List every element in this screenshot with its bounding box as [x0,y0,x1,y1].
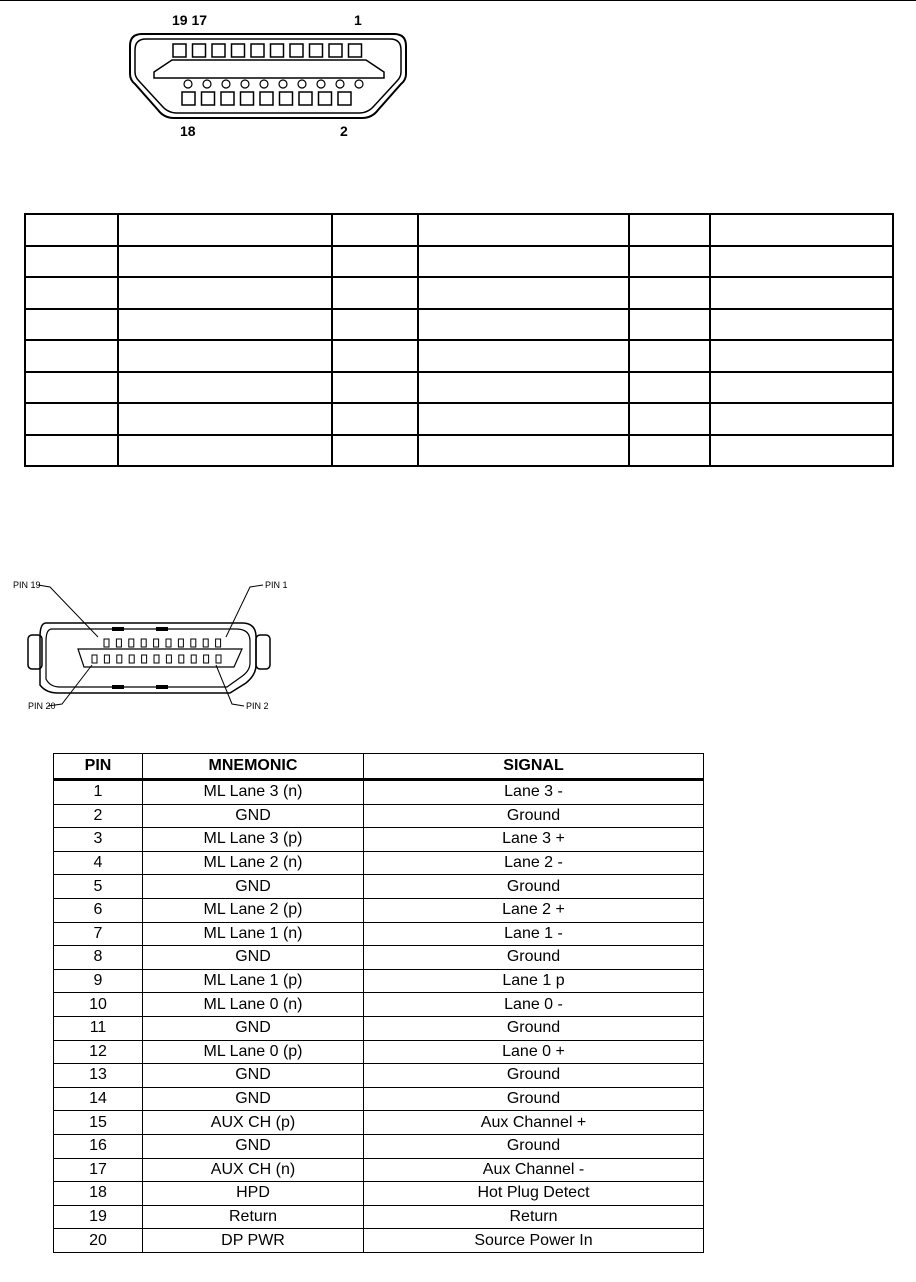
table-cell [629,372,710,404]
cell-signal: Lane 1 p [364,969,704,993]
table-cell [118,214,332,246]
table-cell [710,372,893,404]
table-header-row [54,754,704,780]
hdmi-pin-contact [336,80,344,88]
table-row [25,403,893,435]
table-cell [25,309,118,341]
cell-signal: Lane 0 - [364,993,704,1017]
cell-mnemonic: HPD [143,1182,364,1206]
cell-pin: 5 [54,875,143,899]
table-cell [332,246,418,278]
hdmi-pin-contact [355,80,363,88]
table-cell [629,277,710,309]
table-cell [418,277,629,309]
cell-signal: Lane 3 - [364,780,704,805]
hdmi-pin-top [212,44,225,57]
cell-mnemonic: ML Lane 2 (n) [143,851,364,875]
hdmi-pin-contact [241,80,249,88]
cell-pin: 2 [54,804,143,828]
table-cell [710,214,893,246]
cell-mnemonic: ML Lane 0 (n) [143,993,364,1017]
table-row [54,946,704,970]
hdmi-pin-bottom [260,92,273,105]
table-row [54,898,704,922]
table-row [54,969,704,993]
cell-mnemonic: GND [143,1016,364,1040]
dp-pin-top [104,639,109,647]
cell-mnemonic: GND [143,804,364,828]
table-cell [710,309,893,341]
cell-pin: 7 [54,922,143,946]
hdmi-pin-top [290,44,303,57]
table-cell [629,214,710,246]
cell-mnemonic: Return [143,1205,364,1229]
dp-pin-top [178,639,183,647]
dp-pin-bottom [179,655,184,663]
cell-signal: Source Power In [364,1229,704,1253]
cell-mnemonic: DP PWR [143,1229,364,1253]
cell-mnemonic: ML Lane 3 (n) [143,780,364,805]
hdmi-pin-label-19-17: 19 17 [172,12,208,28]
cell-pin: 16 [54,1134,143,1158]
table-row [54,804,704,828]
table-row [54,1229,704,1253]
dp-pin-top [203,639,208,647]
table-cell [332,435,418,467]
dp-pin-top [141,639,146,647]
dp-pin-top [216,639,221,647]
cell-signal: Aux Channel + [364,1111,704,1135]
table-cell [710,246,893,278]
hdmi-pin-bottom [202,92,215,105]
cell-signal: Ground [364,1087,704,1111]
dp-pin-bottom [129,655,134,663]
table-cell [418,246,629,278]
dp-pin-bottom [142,655,147,663]
hdmi-pin-top [173,44,186,57]
hdmi-connector-outline [128,10,408,140]
hdmi-pin-contact [279,80,287,88]
header-pin: PIN [54,754,143,780]
table-cell [629,246,710,278]
cell-signal: Ground [364,1064,704,1088]
dp-pin-bottom [166,655,171,663]
table-cell [418,403,629,435]
table-row [54,828,704,852]
table-cell [629,309,710,341]
hdmi-pin-top [193,44,206,57]
table-row [54,993,704,1017]
cell-pin: 11 [54,1016,143,1040]
cell-pin: 1 [54,780,143,805]
cell-pin: 18 [54,1182,143,1206]
table-cell [25,277,118,309]
table-cell [418,435,629,467]
table-cell [710,340,893,372]
displayport-pinout-table [53,753,704,1253]
cell-mnemonic: GND [143,1087,364,1111]
dp-label-pin-1: PIN 1 [265,580,288,590]
table-row [54,1134,704,1158]
table-row [25,214,893,246]
cell-signal: Ground [364,1016,704,1040]
table-row [54,851,704,875]
table-cell [710,403,893,435]
table-row [54,875,704,899]
table-row [54,1040,704,1064]
table-row [54,1016,704,1040]
table-cell [332,309,418,341]
dp-pin-top [191,639,196,647]
table-cell [118,435,332,467]
cell-signal: Hot Plug Detect [364,1182,704,1206]
table-row [54,1182,704,1206]
hdmi-pin-contact [298,80,306,88]
table-row [25,246,893,278]
cell-pin: 15 [54,1111,143,1135]
hdmi-pin-bottom [182,92,195,105]
table-row [54,1158,704,1182]
cell-pin: 3 [54,828,143,852]
cell-mnemonic: AUX CH (n) [143,1158,364,1182]
cell-signal: Lane 2 + [364,898,704,922]
hdmi-pin-contact [317,80,325,88]
cell-pin: 12 [54,1040,143,1064]
hdmi-pin-top [349,44,362,57]
hdmi-pin-top [232,44,245,57]
hdmi-pin-top [271,44,284,57]
table-cell [118,309,332,341]
hdmi-pin-bottom [241,92,254,105]
header-mnemonic: MNEMONIC [143,754,364,780]
cell-mnemonic: ML Lane 2 (p) [143,898,364,922]
hdmi-pin-label-1: 1 [354,12,362,28]
table-row [25,309,893,341]
hdmi-pin-top [329,44,342,57]
hdmi-pin-top [310,44,323,57]
table-row [54,1111,704,1135]
header-signal: SIGNAL [364,754,704,780]
table-cell [25,214,118,246]
cell-signal: Lane 3 + [364,828,704,852]
table-cell [25,372,118,404]
hdmi-pin-contact [222,80,230,88]
table-row [54,922,704,946]
hdmi-pin-table [24,213,894,467]
table-row [25,277,893,309]
table-cell [332,403,418,435]
cell-mnemonic: AUX CH (p) [143,1111,364,1135]
dp-pin-bottom [154,655,159,663]
table-cell [118,277,332,309]
dp-pin-top [166,639,171,647]
table-cell [25,340,118,372]
cell-pin: 9 [54,969,143,993]
dp-pin-bottom [104,655,109,663]
table-row [54,1205,704,1229]
table-cell [629,435,710,467]
table-cell [118,403,332,435]
cell-mnemonic: ML Lane 1 (p) [143,969,364,993]
table-cell [118,340,332,372]
dp-label-pin-20: PIN 20 [28,701,56,711]
table-row [54,780,704,805]
table-cell [25,246,118,278]
table-cell [118,246,332,278]
table-cell [25,403,118,435]
cell-pin: 17 [54,1158,143,1182]
table-cell [332,214,418,246]
cell-pin: 6 [54,898,143,922]
hdmi-pin-bottom [319,92,332,105]
table-cell [332,372,418,404]
table-cell [710,435,893,467]
table-cell [118,372,332,404]
displayport-connector-outline [10,575,310,720]
table-cell [629,403,710,435]
cell-signal: Lane 1 - [364,922,704,946]
cell-signal: Ground [364,946,704,970]
cell-signal: Return [364,1205,704,1229]
table-cell [418,214,629,246]
cell-mnemonic: ML Lane 0 (p) [143,1040,364,1064]
cell-pin: 8 [54,946,143,970]
dp-pin-bottom [92,655,97,663]
cell-pin: 19 [54,1205,143,1229]
cell-signal: Aux Channel - [364,1158,704,1182]
hdmi-pin-array [173,44,363,105]
hdmi-pin-label-18: 18 [180,123,196,139]
dp-label-pin-19: PIN 19 [13,580,41,590]
table-cell [25,435,118,467]
top-divider [0,0,916,1]
cell-signal: Lane 0 + [364,1040,704,1064]
hdmi-pin-bottom [221,92,234,105]
cell-signal: Lane 2 - [364,851,704,875]
table-cell [332,340,418,372]
cell-mnemonic: GND [143,875,364,899]
hdmi-pin-contact [260,80,268,88]
dp-pin-bottom [191,655,196,663]
cell-pin: 20 [54,1229,143,1253]
hdmi-pin-bottom [299,92,312,105]
dp-pin-top [116,639,121,647]
cell-signal: Ground [364,804,704,828]
cell-mnemonic: ML Lane 1 (n) [143,922,364,946]
cell-pin: 13 [54,1064,143,1088]
hdmi-connector-diagram [128,10,408,140]
displayport-connector-diagram [10,575,310,720]
displayport-pin-array [92,639,221,663]
table-row [25,435,893,467]
hdmi-pin-contact [203,80,211,88]
cell-mnemonic: ML Lane 3 (p) [143,828,364,852]
dp-pin-bottom [204,655,209,663]
table-cell [418,372,629,404]
table-row [54,1064,704,1088]
table-cell [710,277,893,309]
cell-signal: Ground [364,875,704,899]
cell-pin: 14 [54,1087,143,1111]
table-row [25,372,893,404]
table-cell [418,309,629,341]
table-row [54,1087,704,1111]
cell-mnemonic: GND [143,1064,364,1088]
hdmi-pin-bottom [338,92,351,105]
dp-label-pin-2: PIN 2 [246,701,269,711]
hdmi-pin-bottom [280,92,293,105]
dp-pin-bottom [117,655,122,663]
hdmi-pin-top [251,44,264,57]
cell-signal: Ground [364,1134,704,1158]
table-cell [418,340,629,372]
hdmi-pin-contact [184,80,192,88]
dp-pin-bottom [216,655,221,663]
cell-pin: 10 [54,993,143,1017]
hdmi-pin-label-2: 2 [340,123,348,139]
table-cell [332,277,418,309]
cell-pin: 4 [54,851,143,875]
table-row [25,340,893,372]
cell-mnemonic: GND [143,1134,364,1158]
cell-mnemonic: GND [143,946,364,970]
table-cell [629,340,710,372]
dp-pin-top [154,639,159,647]
dp-pin-top [129,639,134,647]
